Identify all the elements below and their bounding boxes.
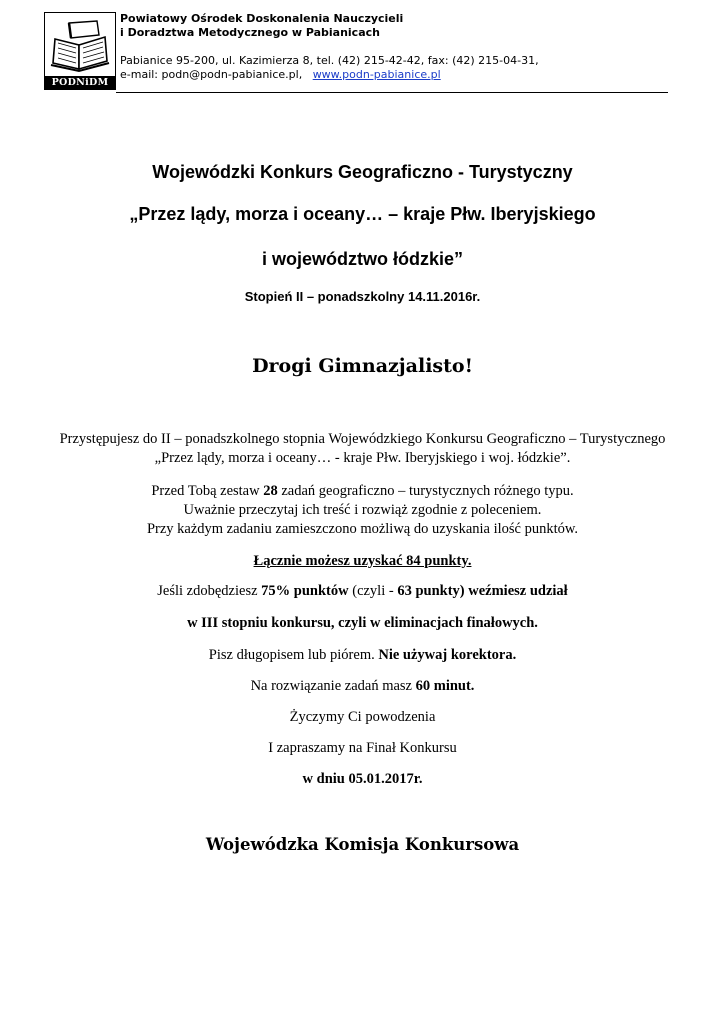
tasks-text-end: zadań geograficzno – turystycznych różnego typu. — [277, 483, 574, 499]
contest-subtitle-line1: „Przez lądy, morza i oceany… – kraje Płw. Iberyjskiego — [129, 204, 596, 224]
pen-text: Pisz długopisem lub piórem. — [208, 647, 379, 663]
tasks-line3: Przy każdym zadaniu zamieszczono możliwą do uzyskania ilość punktów. — [146, 521, 579, 537]
threshold-percent: 75% punktów — [261, 583, 349, 599]
threshold-pre: Jeśli zdobędziesz — [157, 583, 262, 599]
final-date: w dniu 05.01.2017r. — [302, 771, 423, 787]
total-points: Łącznie możesz uzyskać 84 punkty. — [253, 553, 472, 569]
podn-logo — [44, 12, 116, 90]
time-limit: 60 minut. — [415, 678, 475, 694]
threshold-mid: (czyli - — [348, 583, 398, 599]
intro-line2: „Przez lądy, morza i oceany… - kraje Płw. Iberyjskiego i woj. łódzkie”. — [154, 450, 571, 466]
threshold-line2: w III stopniu konkursu, czyli w eliminacjach finałowych. — [187, 615, 538, 631]
tasks-text: Przed Tobą zestaw — [151, 483, 264, 499]
time-instruction — [0, 677, 725, 696]
contest-subtitle-line2: i województwo łódzkie” — [261, 249, 463, 269]
tasks-count: 28 — [263, 483, 278, 499]
logo-label: PODNiDM — [45, 76, 115, 89]
org-name-line2: i Doradztwa Metodycznego w Pabianicach — [120, 25, 380, 39]
tasks-line2: Uważnie przeczytaj ich treść i rozwiąż zgodnie z poleceniem. — [183, 502, 542, 518]
intro-paragraph — [0, 430, 725, 468]
tasks-paragraph — [0, 482, 725, 539]
tasks-line1 — [0, 482, 725, 501]
intro-line1: Przystępujesz do II – ponadszkolnego stopnia Wojewódzkiego Konkursu Geograficzno – Turystycznego — [59, 431, 666, 447]
letterhead — [44, 12, 668, 94]
pen-instruction — [0, 646, 725, 665]
threshold-line — [0, 582, 725, 601]
contest-stage: Stopień II – ponadszkolny 14.11.2016r. — [244, 289, 481, 304]
org-email: e-mail: podn@podn-pabianice.pl, — [120, 67, 303, 81]
threshold-points: 63 punkty — [397, 583, 460, 599]
organization-info — [120, 12, 539, 81]
greeting: Drogi Gimnazjalisto! — [252, 355, 473, 377]
org-name-line1: Powiatowy Ośrodek Doskonalenia Nauczycieli — [120, 12, 404, 25]
good-luck: Życzymy Ci powodzenia — [289, 709, 436, 725]
time-text: Na rozwiązanie zadań masz — [250, 678, 416, 694]
no-corrector: Nie używaj korektora. — [378, 647, 517, 663]
org-address: Pabianice 95-200, ul. Kazimierza 8, tel. (42) 215-42-42, fax: (42) 215-04-31, — [120, 54, 539, 67]
threshold-post: ) weźmiesz udział — [459, 583, 568, 599]
final-invite: I zapraszamy na Finał Konkursu — [268, 740, 457, 756]
committee-signature: Wojewódzka Komisja Konkursowa — [205, 835, 520, 854]
header-divider — [116, 92, 668, 93]
contest-title: Wojewódzki Konkurs Geograficzno - Turystyczny — [152, 162, 573, 182]
open-book-icon — [49, 19, 111, 75]
website-link[interactable]: www.podn-pabianice.pl — [312, 67, 441, 81]
